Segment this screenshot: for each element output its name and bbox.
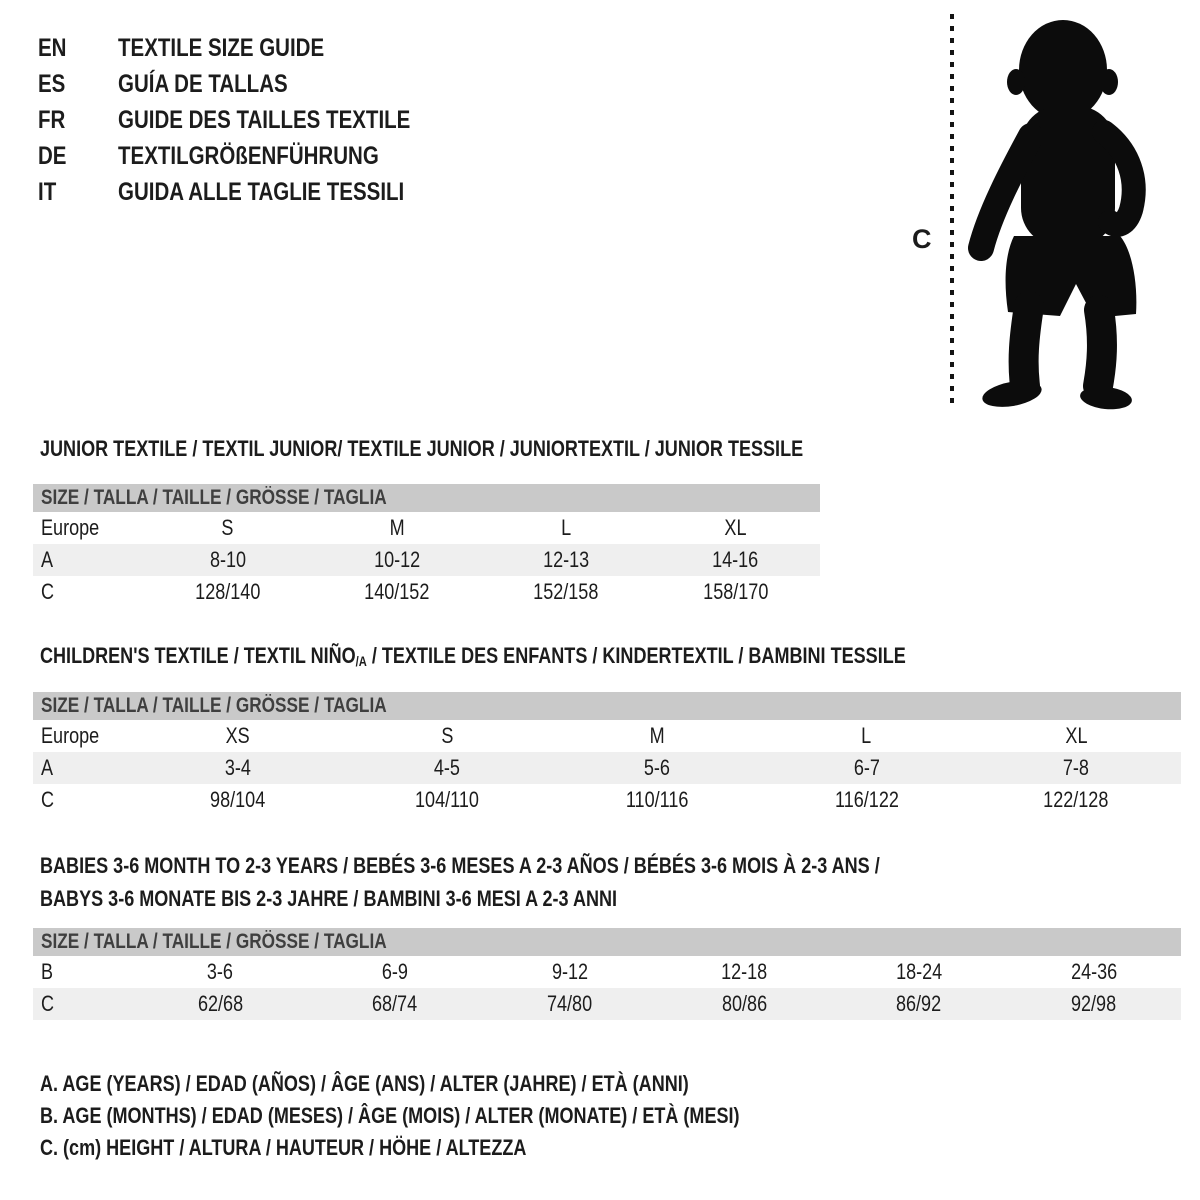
size-header-band (33, 928, 1181, 956)
value-cell (143, 544, 312, 576)
row-label-cell (33, 720, 133, 752)
value-cell (971, 752, 1181, 784)
language-code (38, 34, 118, 63)
months-row (33, 956, 1181, 988)
language-code-text: FR (38, 105, 66, 134)
value-cell (312, 576, 481, 608)
row-label-cell (33, 576, 143, 608)
language-code-text: EN (38, 33, 67, 62)
language-label (118, 142, 436, 171)
value-cell (143, 576, 312, 608)
size-row (33, 720, 1181, 752)
legend-height-cm (40, 1132, 893, 1164)
row-label: C (41, 991, 55, 1016)
language-label-text: GUIDE DES TAILLES TEXTILE (118, 105, 411, 134)
value-text: 9-12 (551, 959, 588, 984)
height-row (33, 784, 1181, 816)
size-header-cell (33, 928, 1181, 956)
row-label: B (41, 959, 54, 984)
size-header-cell (33, 692, 1181, 720)
language-row-de (38, 138, 475, 174)
children-title-sub: /A (355, 654, 367, 669)
size-text: M (389, 515, 405, 540)
size-text: XL (724, 515, 747, 540)
height-figure (900, 8, 1180, 420)
value-text: 3-4 (224, 755, 251, 780)
babies-title-line2-text: BABYS 3-6 MONATE BIS 2-3 JAHRE / BAMBINI 3-6 MESI A 2-3 ANNI (40, 886, 618, 911)
language-label (118, 70, 325, 99)
babies-title-line1-text: BABIES 3-6 MONTH TO 2-3 YEARS / BEBÉS 3-6 MESES A 2-3 AÑOS / BÉBÉS 3-6 MOIS À 2-3 ANS / (40, 853, 880, 878)
value-text: 10-12 (373, 547, 420, 572)
value-cell (762, 784, 972, 816)
value-cell (832, 988, 1007, 1020)
language-label-text: TEXTILE SIZE GUIDE (118, 33, 325, 62)
value-text: 4-5 (434, 755, 461, 780)
size-text: L (561, 515, 572, 540)
value-cell (133, 988, 308, 1020)
value-cell (343, 784, 553, 816)
value-cell (1006, 988, 1181, 1020)
age-row (33, 752, 1181, 784)
babies-title-line2 (40, 882, 1064, 915)
value-cell (651, 544, 820, 576)
value-cell (971, 784, 1181, 816)
value-cell (343, 752, 553, 784)
size-header-text: SIZE / TALLA / TAILLE / GRÖSSE / TAGLIA (41, 486, 387, 509)
value-text: 12-18 (721, 959, 768, 984)
value-text: 158/170 (702, 579, 768, 604)
language-code (38, 106, 118, 135)
size-header-cell (33, 484, 820, 512)
size-cell (343, 720, 553, 752)
height-row (33, 988, 1181, 1020)
size-row (33, 512, 820, 544)
junior-size-table (33, 484, 820, 608)
row-label: C (41, 579, 55, 604)
size-header-text: SIZE / TALLA / TAILLE / GRÖSSE / TAGLIA (41, 930, 387, 953)
value-cell (133, 752, 343, 784)
babies-title-line1 (40, 849, 1064, 882)
legend-age-years-text: A. AGE (YEARS) / EDAD (AÑOS) / ÂGE (ANS) / ALTER (JAHRE) / ETÀ (ANNI) (40, 1071, 689, 1096)
children-table-title-text (40, 643, 906, 669)
row-label-cell (33, 512, 143, 544)
legend-age-months-text: B. AGE (MONTHS) / EDAD (MESES) / ÂGE (MOIS) / ALTER (MONATE) / ETÀ (MESI) (40, 1103, 740, 1128)
language-row-en (38, 30, 475, 66)
row-label: A (41, 547, 54, 572)
size-cell (133, 720, 343, 752)
language-code (38, 178, 118, 207)
row-label-cell (33, 752, 133, 784)
language-label (118, 106, 475, 135)
value-text: 74/80 (547, 991, 593, 1016)
size-text: S (221, 515, 234, 540)
junior-table-title (40, 436, 971, 462)
language-row-it (38, 174, 475, 210)
value-text: 80/86 (721, 991, 767, 1016)
language-code (38, 142, 118, 171)
language-code-text: ES (38, 69, 66, 98)
children-title-pre: CHILDREN'S TEXTILE / TEXTIL NIÑO (40, 643, 356, 668)
size-cell (143, 512, 312, 544)
legend-height-cm-text: C. (cm) HEIGHT / ALTURA / HAUTEUR / HÖHE / ALTEZZA (40, 1135, 527, 1160)
language-label (118, 178, 467, 207)
value-text: 86/92 (896, 991, 942, 1016)
value-cell (657, 956, 832, 988)
value-text: 6-9 (381, 959, 409, 984)
value-text: 110/116 (625, 787, 689, 812)
value-cell (308, 988, 483, 1020)
size-cell (762, 720, 972, 752)
size-cell (312, 512, 481, 544)
value-text: 18-24 (895, 959, 943, 984)
value-cell (762, 752, 972, 784)
value-text: 14-16 (712, 547, 759, 572)
size-cell (552, 720, 762, 752)
value-cell (552, 784, 762, 816)
language-label (118, 34, 369, 63)
value-cell (657, 988, 832, 1020)
value-text: 62/68 (197, 991, 243, 1016)
value-cell (133, 956, 308, 988)
size-header-text: SIZE / TALLA / TAILLE / GRÖSSE / TAGLIA (41, 694, 387, 717)
row-label: A (41, 755, 54, 780)
language-code-text: DE (38, 141, 67, 170)
value-text: 3-6 (207, 959, 234, 984)
value-cell (482, 988, 657, 1020)
language-row-fr (38, 102, 475, 138)
value-text: 7-8 (1063, 755, 1090, 780)
children-size-table (33, 692, 1181, 816)
value-cell (133, 784, 343, 816)
value-text: 116/122 (834, 787, 899, 812)
value-text: 5-6 (643, 755, 671, 780)
row-label: C (41, 787, 55, 812)
junior-table-title-text: JUNIOR TEXTILE / TEXTIL JUNIOR/ TEXTILE JUNIOR / JUNIORTEXTIL / JUNIOR TESSILE (40, 436, 804, 461)
size-cell (651, 512, 820, 544)
measure-legend (40, 1068, 893, 1164)
value-cell (552, 752, 762, 784)
value-cell (651, 576, 820, 608)
language-label-text: TEXTILGRÖßENFÜHRUNG (118, 141, 379, 170)
language-row-es (38, 66, 475, 102)
value-cell (312, 544, 481, 576)
row-label-cell (33, 988, 133, 1020)
language-code (38, 70, 118, 99)
row-label-cell (33, 544, 143, 576)
size-cell (482, 512, 651, 544)
size-header-band (33, 484, 820, 512)
value-text: 12-13 (543, 547, 590, 572)
value-cell (1006, 956, 1181, 988)
height-figure-svg (900, 8, 1180, 420)
size-text: XS (225, 723, 250, 748)
row-label-cell (33, 784, 133, 816)
legend-age-months (40, 1100, 893, 1132)
value-cell (482, 576, 651, 608)
value-text: 152/158 (533, 579, 599, 604)
children-title-post: / TEXTILE DES ENFANTS / KINDERTEXTIL / BAMBINI TESSILE (366, 643, 906, 668)
value-text: 68/74 (372, 991, 418, 1016)
size-header-band (33, 692, 1181, 720)
toddler-silhouette-icon (980, 20, 1136, 412)
value-text: 92/98 (1071, 991, 1117, 1016)
value-cell (832, 956, 1007, 988)
age-row (33, 544, 820, 576)
babies-table-title (40, 849, 1064, 915)
size-text: L (861, 723, 872, 748)
value-text: 98/104 (210, 787, 266, 812)
value-cell (308, 956, 483, 988)
value-text: 6-7 (853, 755, 880, 780)
value-text: 8-10 (209, 547, 246, 572)
value-cell (482, 956, 657, 988)
children-table-title (40, 643, 1096, 669)
value-text: 104/110 (415, 787, 480, 812)
size-cell (971, 720, 1181, 752)
height-row (33, 576, 820, 608)
value-text: 140/152 (364, 579, 430, 604)
language-label-text: GUÍA DE TALLAS (118, 69, 288, 98)
row-label-cell (33, 956, 133, 988)
value-text: 128/140 (195, 579, 261, 604)
size-text: XL (1065, 723, 1088, 748)
value-text: 24-36 (1070, 959, 1117, 984)
babies-size-table (33, 928, 1181, 1020)
legend-age-years (40, 1068, 893, 1100)
value-cell (482, 544, 651, 576)
region-label: Europe (41, 515, 100, 540)
language-title-list (38, 30, 475, 210)
language-label-text: GUIDA ALLE TAGLIE TESSILI (118, 177, 405, 206)
value-text: 122/128 (1043, 787, 1109, 812)
height-measure-label: C (912, 224, 932, 254)
size-text: M (649, 723, 665, 748)
language-code-text: IT (38, 177, 57, 206)
size-text: S (441, 723, 454, 748)
region-label: Europe (41, 723, 100, 748)
